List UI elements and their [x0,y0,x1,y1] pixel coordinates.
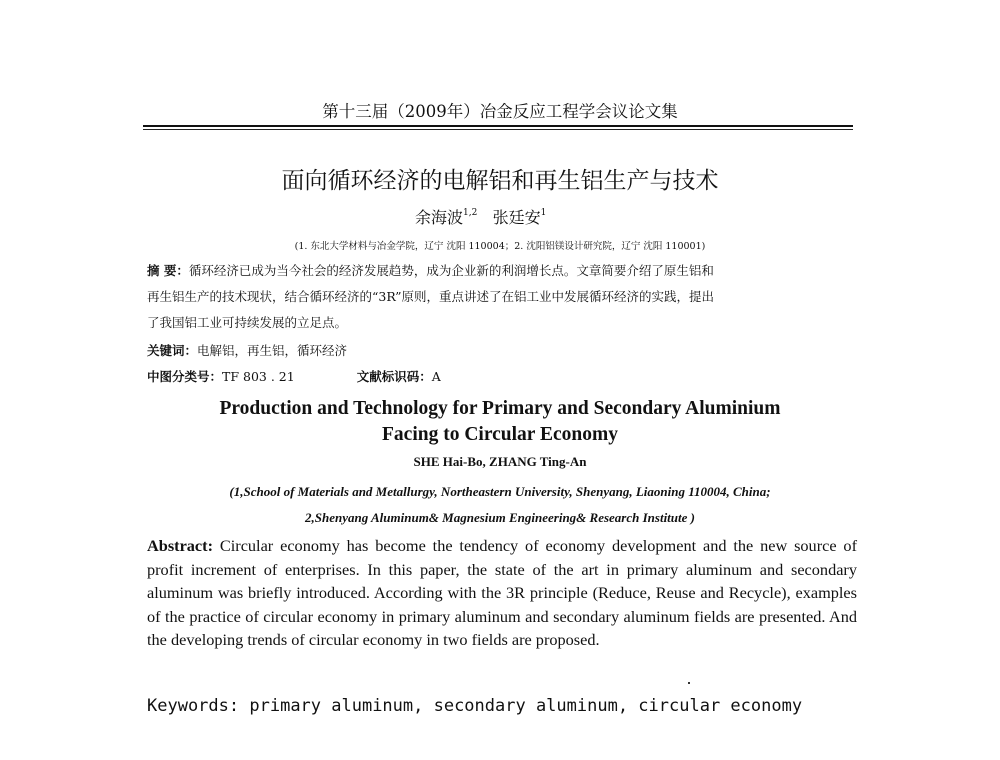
author-name: 张廷安 [492,208,541,227]
author-affiliation-mark: 1 [540,208,547,218]
keywords-label: Keywords: [147,696,240,716]
class-number-value: TF 803 . 21 [222,369,295,384]
abstract-english [147,534,857,652]
abstract-label: 摘 要： [147,263,189,278]
affiliation-english-line: 2,Shenyang Aluminum& Magnesium Engineering& Research Institute ) [305,510,695,525]
classification-line [147,364,857,390]
authors-chinese [415,205,546,228]
keywords-chinese [147,338,857,364]
abstract-label: Abstract: [147,536,214,555]
affiliation-chinese: (1. 东北大学材料与冶金学院，辽宁 沈阳 110004；2. 沈阳铝镁设计研究院，辽宁 沈阳 110001) [294,241,706,252]
author-name: 余海波 [415,208,464,227]
header-rule [143,125,853,127]
abstract-chinese [147,258,857,336]
paper-title-english [0,396,1000,448]
abstract-line: 再生铝生产的技术现状，结合循环经济的“3R”原则，重点讲述了在铝工业中发展循环经济的实践，提出 [147,289,714,304]
running-header: 第十三届（2009年）冶金反应工程学会议论文集 [322,102,678,121]
author-affiliation-mark: 1,2 [463,208,478,218]
affiliation-english-line: (1,School of Materials and Metallurgy, Northeastern University, Shenyang, Liaoning 110004, China; [229,484,771,499]
abstract-line: 了我国铝工业可持续发展的立足点。 [147,315,348,330]
class-number-label: 中图分类号： [147,369,223,384]
keywords-value: primary aluminum, secondary aluminum, circular economy [249,696,803,716]
title-line: Production and Technology for Primary and Secondary Aluminium [219,398,781,419]
header-rule-thin [143,129,853,130]
scan-speck [688,682,690,684]
abstract-line: 摘 要：循环经济已成为当今社会的经济发展趋势，成为企业新的利润增长点。文章简要介绍了原生铝和 [147,263,714,278]
paper-title-chinese: 面向循环经济的电解铝和再生铝生产与技术 [281,168,719,194]
abstract-body: Circular economy has become the tendency of economy development and the new source of profit increment of enterprises. In this paper, the state of the art in primary aluminum and secondary aluminum was briefly introduced. According with the 3R principle (Reduce, Reuse and Recycle), examples of the practice of circular economy in primary aluminum and secondary aluminum fields are presented. And the developing trends of circular economy in two fields are proposed. [147,536,857,649]
document-code-value: A [431,369,441,384]
keywords-english [147,696,802,716]
keywords-value: 电解铝，再生铝，循环经济 [197,343,348,358]
title-line: Facing to Circular Economy [382,424,618,445]
document-code-label: 文献标识码： [356,369,432,384]
authors-english: SHE Hai-Bo, ZHANG Ting-An [413,454,587,469]
keywords-label: 关键词： [147,343,198,358]
